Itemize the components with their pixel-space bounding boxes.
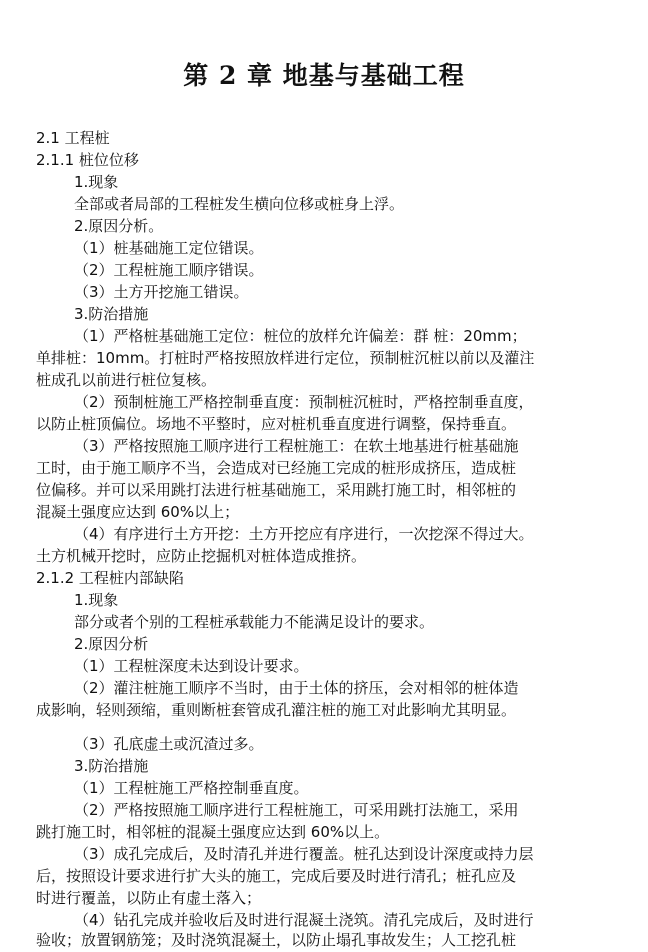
item-heading: 2.原因分析。	[74, 217, 164, 235]
paragraph-line: 单排桩：10mm。打桩时严格按照放样进行定位，预制桩沉桩以前以及灌注	[36, 349, 535, 367]
list-item: （2）工程桩施工顺序错误。	[74, 261, 264, 279]
paragraph-line: 后，按照设计要求进行扩大头的施工，完成后要及时进行清孔；桩孔应及	[36, 867, 517, 885]
subsection-heading: 2.1.1 桩位位移	[36, 151, 139, 169]
list-item: （1）桩基础施工定位错误。	[74, 239, 264, 257]
subsection-heading: 2.1.2 工程桩内部缺陷	[36, 569, 184, 587]
paragraph-line: 时进行覆盖，以防止有虚土落入；	[36, 889, 262, 907]
paragraph-line: 全部或者局部的工程桩发生横向位移或桩身上浮。	[74, 195, 405, 213]
list-item: （1）工程桩施工严格控制垂直度。	[74, 779, 309, 797]
paragraph-line: （4）有序进行土方开挖：土方开挖应有序进行，一次挖深不得过大。	[74, 525, 534, 543]
paragraph-line: 混凝土强度应达到 60%以上；	[36, 503, 240, 521]
item-heading: 3.防治措施	[74, 305, 149, 323]
item-heading: 2.原因分析	[74, 635, 149, 653]
paragraph-line: 验收；放置钢筋笼；及时浇筑混凝土，以防止塌孔事故发生；人工挖孔桩	[36, 931, 517, 949]
section-heading: 2.1 工程桩	[36, 129, 110, 147]
paragraph-line: （2）灌注桩施工顺序不当时，由于土体的挤压，会对相邻的桩体造	[74, 679, 519, 697]
paragraph-line: 工时，由于施工顺序不当，会造成对已经施工完成的桩形成挤压，造成桩	[36, 459, 517, 477]
paragraph-line: （4）钻孔完成并验收后及时进行混凝土浇筑。清孔完成后，及时进行	[74, 911, 534, 929]
item-heading: 3.防治措施	[74, 757, 149, 775]
paragraph-line: 土方机械开挖时，应防止挖掘机对桩体造成推挤。	[36, 547, 367, 565]
paragraph-line: 跳打施工时，相邻桩的混凝土强度应达到 60%以上。	[36, 823, 390, 841]
paragraph-line: （2）严格按照施工顺序进行工程桩施工，可采用跳打法施工，采用	[74, 801, 519, 819]
paragraph-line: （3）成孔完成后，及时清孔并进行覆盖。桩孔达到设计深度或持力层	[74, 845, 534, 863]
paragraph-line: （3）严格按照施工顺序进行工程桩施工：在软土地基进行桩基础施	[74, 437, 519, 455]
list-item: （3）孔底虚土或沉渣过多。	[74, 735, 264, 753]
paragraph-line: 以防止桩顶偏位。场地不平整时，应对桩机垂直度进行调整，保持垂直。	[36, 415, 517, 433]
chapter-title: 第 2 章 地基与基础工程	[183, 61, 465, 90]
paragraph-line: 桩成孔以前进行桩位复核。	[36, 371, 217, 389]
paragraph-line: （1）严格桩基础施工定位：桩位的放样允许偏差：群 桩：20mm；	[74, 327, 527, 345]
item-heading: 1.现象	[74, 173, 119, 191]
list-item: （3）土方开挖施工错误。	[74, 283, 249, 301]
paragraph-line: （2）预制桩施工严格控制垂直度：预制桩沉桩时，严格控制垂直度，	[74, 393, 534, 411]
list-item: （1）工程桩深度未达到设计要求。	[74, 657, 309, 675]
paragraph-line: 位偏移。并可以采用跳打法进行桩基础施工，采用跳打施工时，相邻桩的	[36, 481, 517, 499]
item-heading: 1.现象	[74, 591, 119, 609]
paragraph-line: 成影响，轻则颈缩，重则断桩套管成孔灌注桩的施工对此影响尤其明显。	[36, 701, 517, 719]
paragraph-line: 部分或者个别的工程桩承载能力不能满足设计的要求。	[74, 613, 435, 631]
